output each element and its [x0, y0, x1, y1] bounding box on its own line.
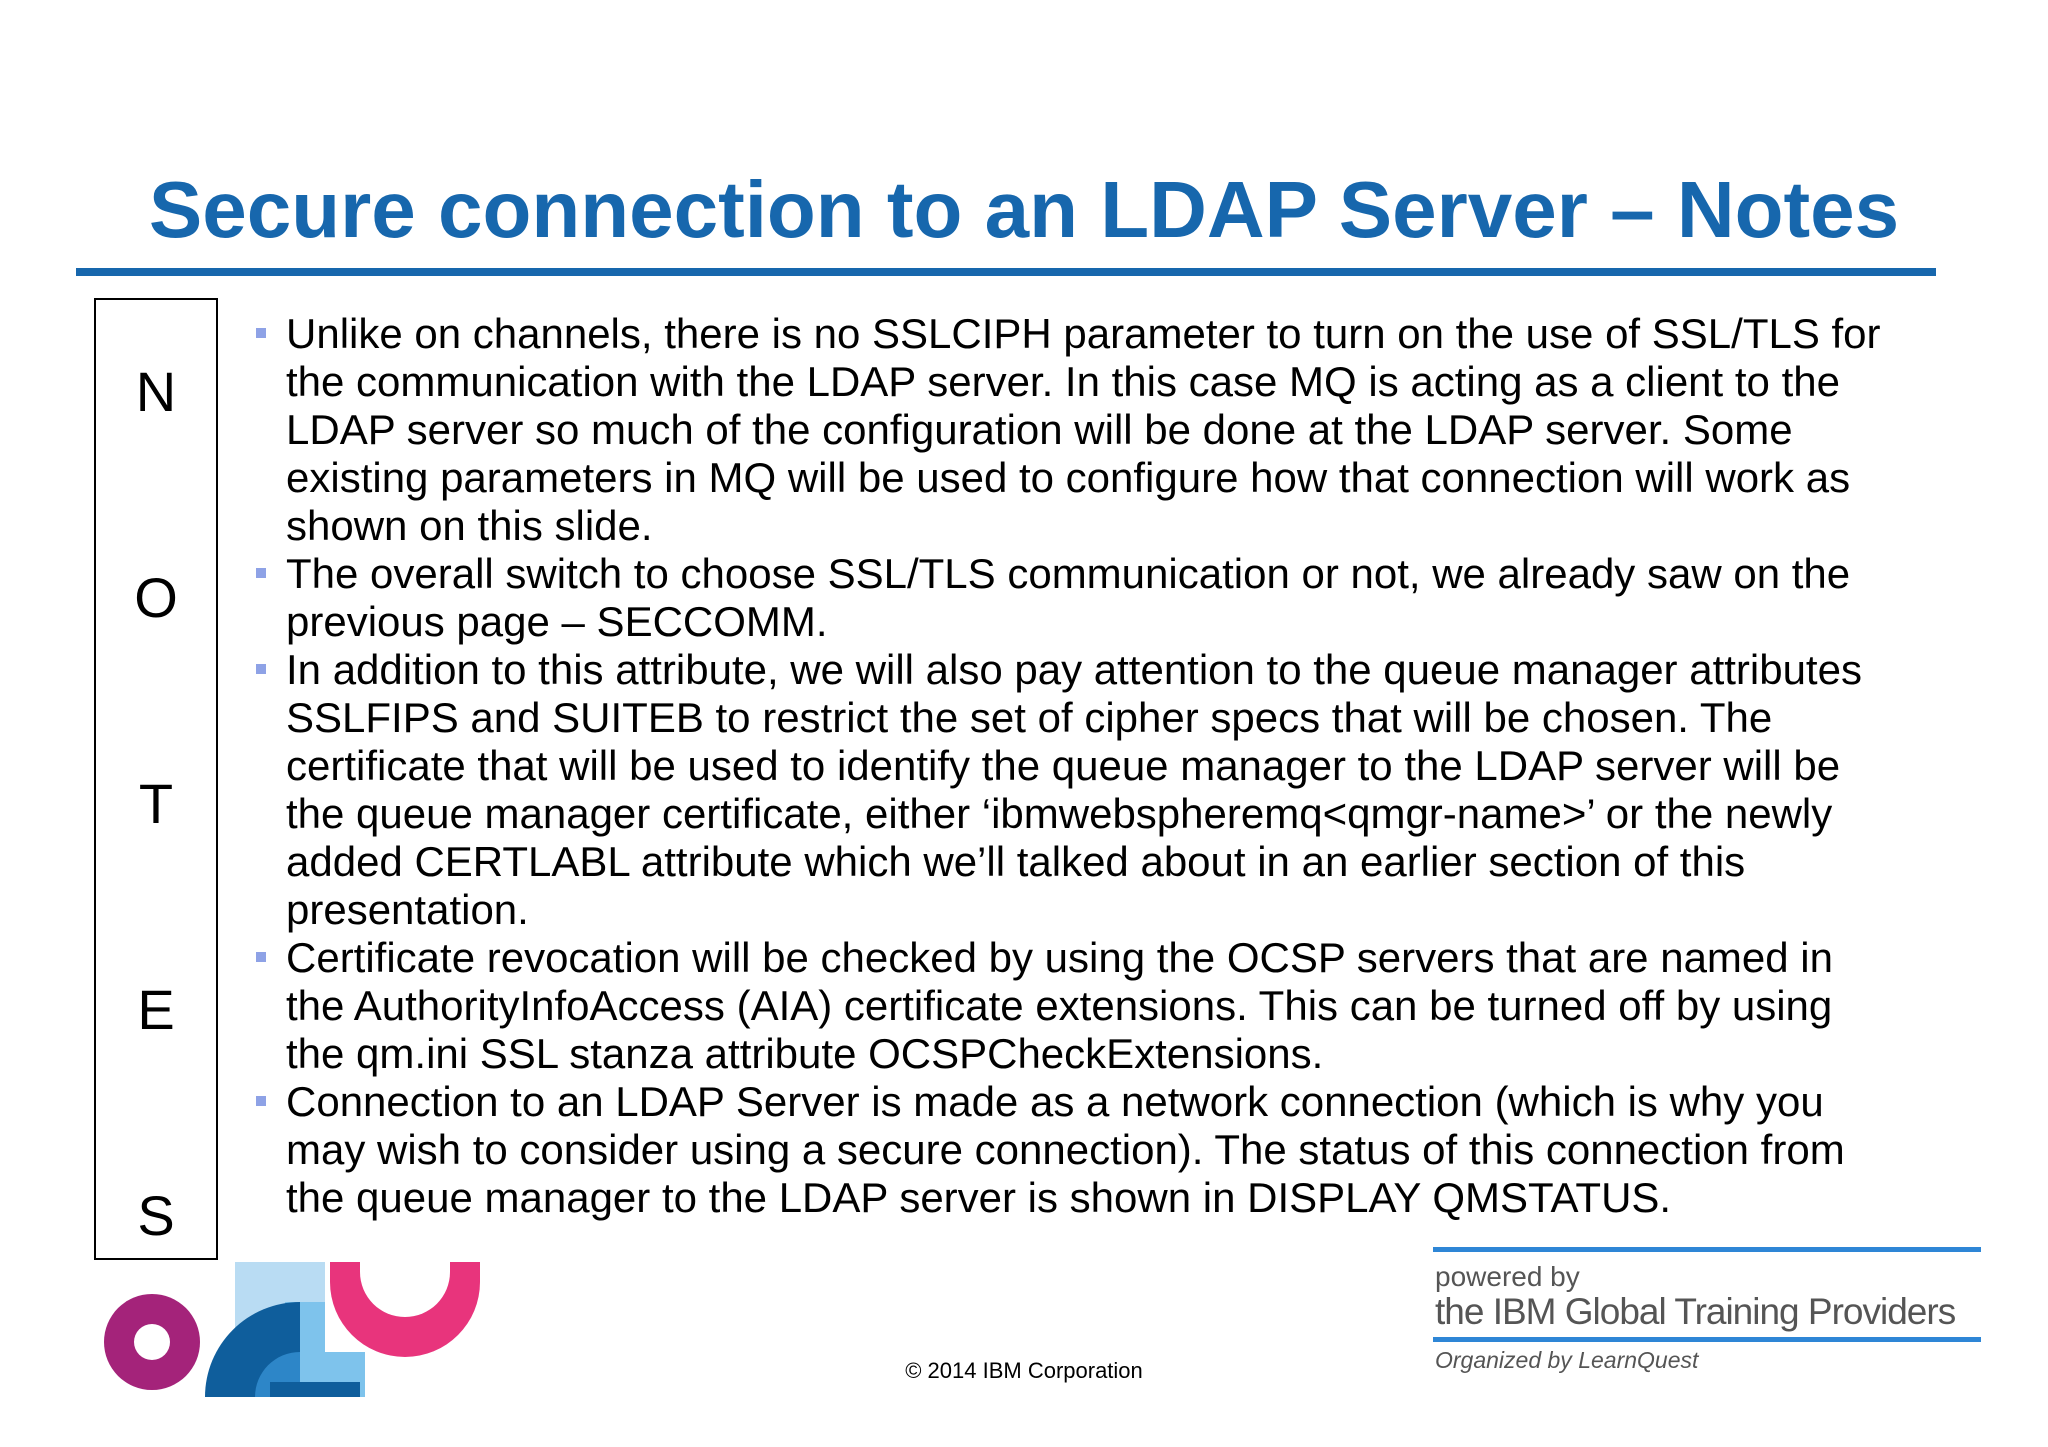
slide-title: Secure connection to an LDAP Server – Notes — [148, 165, 1900, 254]
brand-top-rule — [1433, 1247, 1981, 1252]
bullet-item — [252, 1078, 1902, 1222]
bullet-text: The overall switch to choose SSL/TLS communication or not, we already saw on the previous page – SECCOMM. — [286, 550, 1851, 645]
bullet-item — [252, 550, 1902, 646]
notes-letter-e: E — [137, 978, 175, 1041]
bullet-item — [252, 310, 1902, 550]
bullet-square-icon — [256, 568, 266, 578]
copyright-text: © 2014 IBM Corporation — [905, 1358, 1143, 1383]
bullet-square-icon — [256, 328, 266, 338]
notes-vertical-box — [94, 298, 218, 1260]
brand-bottom-rule — [1433, 1337, 1981, 1342]
bullet-item — [252, 646, 1902, 934]
training-provider-logo — [1433, 1247, 1981, 1377]
bullet-square-icon — [256, 1096, 266, 1106]
title-underline — [76, 268, 1936, 276]
notes-letter-o: O — [134, 566, 178, 629]
notes-letter-n: N — [135, 360, 177, 423]
notes-bullet-list — [252, 310, 1902, 1222]
bullet-text: Certificate revocation will be checked by using the OCSP servers that are named in the AuthorityInfoAccess (AIA) certificate extensions. This can be turned off by using the qm.ini SSL stanza attribute OCSPCheckExtensions. — [286, 934, 1833, 1077]
notes-letter-t: T — [138, 772, 174, 835]
brand-organized-by: Organized by LearnQuest — [1435, 1347, 1699, 1373]
bullet-text: Unlike on channels, there is no SSLCIPH parameter to turn on the use of SSL/TLS for the communication with the LDAP server. In this case MQ is acting as a client to the LDAP server so much of the configuration will be done at the LDAP server. Some existing parameters in MQ will be used to configure how that connection will work as shown on this slide. — [286, 310, 1881, 549]
notes-letter-s: S — [137, 1184, 175, 1247]
bullet-item — [252, 934, 1902, 1078]
brand-powered-by: powered by — [1435, 1261, 1580, 1292]
bullet-square-icon — [256, 664, 266, 674]
bullet-square-icon — [256, 952, 266, 962]
bullet-text: Connection to an LDAP Server is made as a network connection (which is why you may wish to consider using a secure connection). The status of this connection from the queue manager to the LDAP server is shown in DISPLAY QMSTATUS. — [286, 1078, 1845, 1221]
brand-name: the IBM Global Training Providers — [1435, 1291, 1956, 1332]
bullet-text: In addition to this attribute, we will also pay attention to the queue manager attributes SSLFIPS and SUITEB to restrict the set of cipher specs that will be chosen. The certificate that will be used to identify the queue manager to the LDAP server will be the queue manager certificate, either ‘ibmwebspheremq<qmgr-name>’ or the newly added CERTLABL attribute which we’ll talked about in an earlier section of this presentation. — [286, 646, 1862, 933]
